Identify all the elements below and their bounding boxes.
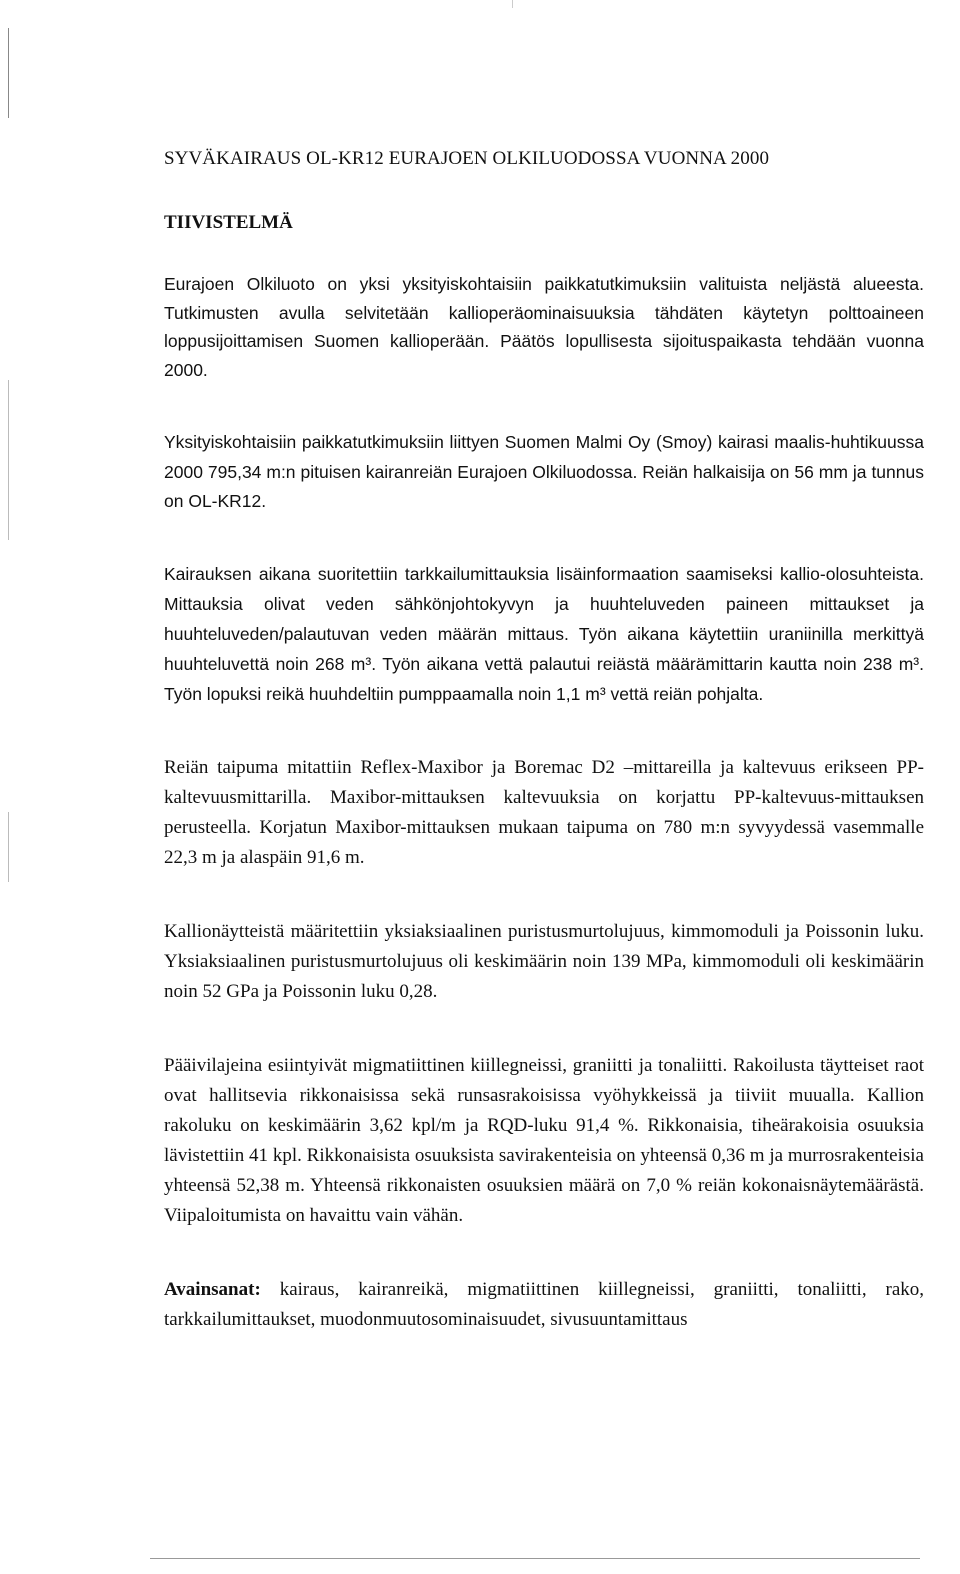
keywords bbox=[164, 1275, 924, 1335]
paragraph: Yksityiskohtaisiin paikkatutkimuksiin liittyen Suomen Malmi Oy (Smoy) kairasi maalis-huhtikuussa 2000 795,34 m:n pituisen kairanreiän Eurajoen Olkiluodossa. Reiän halkaisija on 56 mm ja tunnus on OL-KR12. bbox=[164, 432, 924, 511]
scan-artifact bbox=[150, 1558, 920, 1559]
paragraph: Eurajoen Olkiluoto on yksi yksityiskohtaisiin paikkatutkimuksiin valituista neljästä alueesta. Tutkimusten avulla selvitetään kallioperäominaisuuksia tähdäten käytetyn polttoaineen loppusijoittamisen Suomen kallioperään. Päätös lopullisesta sijoituspaikasta tehdään vuonna 2000. bbox=[164, 274, 924, 380]
document-title: SYVÄKAIRAUS OL-KR12 EURAJOEN OLKILUODOSSA VUONNA 2000 bbox=[164, 148, 770, 169]
keywords-text: kairaus, kairanreikä, migmatiittinen kiillegneissi, graniitti, tonaliitti, rako, tarkkailumittaukset, muodonmuutosominaisuudet, sivusuuntamittaus bbox=[164, 1278, 924, 1330]
scan-artifact bbox=[8, 28, 9, 118]
keywords-label: Avainsanat: bbox=[164, 1278, 261, 1300]
scan-artifact bbox=[512, 0, 513, 8]
paragraph: Kairauksen aikana suoritettiin tarkkailumittauksia lisäinformaation saamiseksi kallio-olosuhteista. Mittauksia olivat veden sähkönjohtokyvyn ja huuhteluveden paineen mittaukset ja huuhteluveden/palautuvan veden määrän mittaus. Työn aikana käytettiin uraniinilla merkittyä huuhteluvettä noin 268 m³. Työn aikana vettä palautui reiästä määrämittarin kautta noin 238 m³. Työn lopuksi reikä huuhdeltiin pumppaamalla noin 1,1 m³ vettä reiän pohjalta. bbox=[164, 563, 924, 704]
paragraph: Kallionäytteistä määritettiin yksiaksiaalinen puristusmurtolujuus, kimmomoduli ja Poissonin luku. Yksiaksiaalinen puristusmurtolujuus oli keskimäärin noin 139 MPa, kimmomoduli oli keskimäärin noin 52 GPa ja Poissonin luku 0,28. bbox=[164, 920, 924, 1002]
abstract-body bbox=[164, 270, 924, 1335]
scan-artifact bbox=[8, 812, 9, 882]
section-heading: TIIVISTELMÄ bbox=[164, 212, 293, 233]
paragraph: Reiän taipuma mitattiin Reflex-Maxibor ja Boremac D2 –mittareilla ja kaltevuus erikseen PP-kaltevuusmittarilla. Maxibor-mittauksen kaltevuuksia on korjattu PP-kaltevuus-mittauksen perusteella. Korjatun Maxibor-mittauksen mukaan taipuma on 780 m:n syvyydessä vasemmalle 22,3 m ja alaspäin 91,6 m. bbox=[164, 756, 924, 868]
scan-artifact bbox=[8, 380, 9, 540]
paragraph: Pääivilajeina esiintyivät migmatiittinen kiillegneissi, graniitti ja tonaliitti. Rakoilusta täytteiset raot ovat hallitsevia rikkonaisissa sekä runsasrakoisissa vyöhykkeissä ja tiiviit muualla. Kallion rakoluku on keskimäärin 3,62 kpl/m ja RQD-luku 91,4 %. Rikkonaisia, tiheärakoisia osuuksia lävistettiin 41 kpl. Rikkonaisista osuuksista savirakenteisia on yhteensä 0,36 m ja murrosrakenteisia yhteensä 52,38 m. Yhteensä rikkonaisten osuuksien määrä on 7,0 % reiän kokonaisnäytemäärästä. Viipaloitumista on havaittu vain vähän. bbox=[164, 1054, 924, 1226]
